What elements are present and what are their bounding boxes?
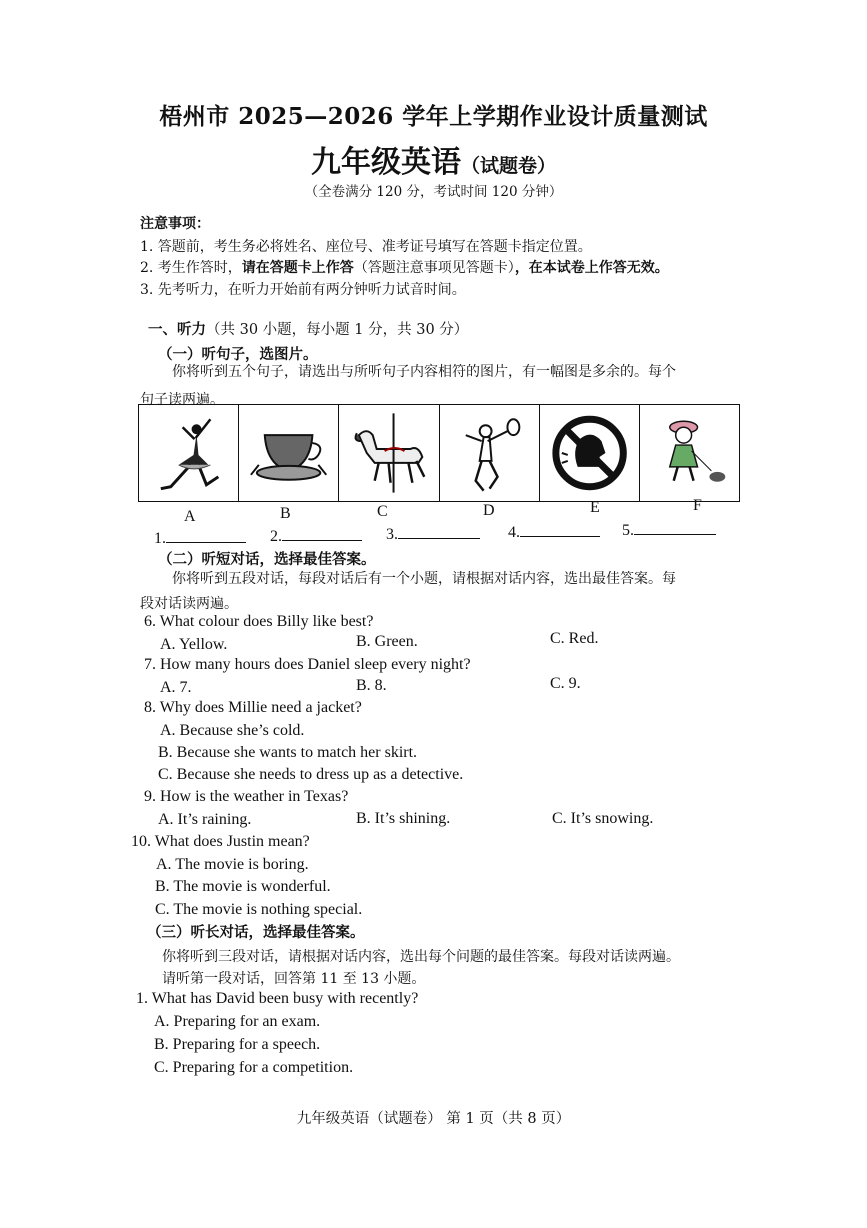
answer-blank-2: 2.: [270, 526, 362, 546]
question-8: 8. Why does Millie need a jacket?: [144, 699, 362, 716]
question-7-option-b: B. 8.: [356, 677, 387, 694]
question-10-option-c: C. The movie is nothing special.: [155, 901, 363, 918]
picture-c: [339, 405, 439, 501]
picture-letter-c: C: [377, 503, 388, 520]
answer-blank-5: 5.: [622, 520, 716, 540]
picture-f: [640, 405, 739, 501]
answer-blank-3: 3.: [386, 524, 480, 544]
no-talking-sign-icon: [540, 405, 639, 501]
picture-e: [540, 405, 640, 501]
notice-item-2-bold-b: ，在本试卷上作答无效。: [514, 260, 669, 276]
section1-heading-note: （共 30 小题，每小题 1 分，共 30 分）: [206, 322, 469, 338]
notice-item-2: [140, 257, 669, 277]
part3-heading: （三）听长对话，选择最佳答案。: [147, 924, 365, 941]
exam-subtitle: （全卷满分 120 分，考试时间 120 分钟）: [304, 184, 563, 200]
part1-instruction-line2: 句子读两遍。: [140, 392, 224, 408]
question-10-option-b: B. The movie is wonderful.: [155, 878, 331, 895]
picture-strip: [138, 404, 740, 502]
question-7-option-a: A. 7.: [160, 679, 192, 696]
question-6-option-c: C. Red.: [550, 630, 599, 647]
teacup-icon: [239, 405, 338, 501]
picture-a: [139, 405, 239, 501]
question-9-option-b: B. It’s shining.: [356, 810, 451, 827]
section1-heading: [148, 318, 468, 339]
girl-walking-dog-icon: [640, 405, 739, 501]
question-10: 10. What does Justin mean?: [131, 833, 310, 850]
picture-letter-a: A: [184, 508, 196, 525]
part3-instruction-line1: 你将听到三段对话，请根据对话内容，选出每个问题的最佳答案。每段对话读两遍。: [162, 949, 680, 965]
question-6: 6. What colour does Billy like best?: [144, 613, 374, 630]
notice-item-3: 3. 先考听力，在听力开始前有两分钟听力试音时间。: [140, 282, 466, 298]
question-6-option-b: B. Green.: [356, 633, 418, 650]
part1-heading: （一）听句子，选图片。: [158, 346, 318, 363]
answer-blank-4: 4.: [508, 522, 600, 542]
notice-item-2-bold-a: 请在答题卡上作答: [241, 260, 354, 276]
notice-item-2-mid: （答题注意事项见答题卡）: [353, 260, 515, 276]
picture-letter-f: F: [693, 497, 702, 514]
exam-title-main: 九年级英语: [310, 145, 461, 180]
exam-title: [0, 137, 867, 181]
notice-item-1: 1. 答题前，考生务必将姓名、座位号、准考证号填写在答题卡指定位置。: [140, 239, 592, 255]
question-9: 9. How is the weather in Texas?: [144, 788, 349, 805]
answer-blank-1: 1.: [154, 528, 246, 548]
question-11-option-b: B. Preparing for a speech.: [154, 1036, 321, 1053]
ballet-dancer-icon: [139, 405, 238, 501]
question-11-option-a: A. Preparing for an exam.: [154, 1013, 321, 1030]
question-9-option-a: A. It’s raining.: [158, 811, 252, 828]
question-11-option-c: C. Preparing for a competition.: [154, 1059, 354, 1076]
question-11: 1. What has David been busy with recently?: [136, 990, 419, 1007]
question-10-option-a: A. The movie is boring.: [156, 856, 309, 873]
exam-header-line: 梧州市 2025—2026 学年上学期作业设计质量测试: [159, 103, 708, 130]
picture-letter-b: B: [280, 505, 291, 522]
question-9-option-c: C. It’s snowing.: [552, 810, 654, 827]
section1-heading-text: 一、听力: [148, 321, 206, 338]
question-7-option-c: C. 9.: [550, 675, 581, 692]
notice-item-2-start: 2. 考生作答时，: [140, 260, 242, 276]
question-8-option-c: C. Because she needs to dress up as a detective.: [158, 766, 464, 783]
picture-d: [440, 405, 540, 501]
page-footer: 九年级英语（试题卷） 第 1 页（共 8 页）: [296, 1111, 571, 1127]
question-8-option-a: A. Because she’s cold.: [160, 722, 305, 739]
picture-b: [239, 405, 339, 501]
part2-instruction-line2: 段对话读两遍。: [140, 596, 238, 612]
notice-heading: 注意事项：: [140, 216, 210, 232]
part2-instruction-line1: 你将听到五段对话，每段对话后有一个小题，请根据对话内容，选出最佳答案。每: [172, 571, 676, 587]
part2-heading: （二）听短对话，选择最佳答案。: [158, 551, 376, 568]
exam-title-paren: （试题卷）: [460, 155, 556, 177]
badminton-player-icon: [440, 405, 539, 501]
picture-letter-e: E: [590, 499, 600, 516]
part3-instruction-line2: 请听第一段对话，回答第 11 至 13 小题。: [162, 971, 426, 987]
question-6-option-a: A. Yellow.: [160, 636, 228, 653]
carousel-horse-icon: [339, 405, 438, 501]
part1-instruction-line1: 你将听到五个句子，请选出与所听句子内容相符的图片，有一幅图是多余的。每个: [172, 364, 676, 380]
question-8-option-b: B. Because she wants to match her skirt.: [158, 744, 418, 761]
picture-letter-d: D: [483, 502, 495, 519]
question-7: 7. How many hours does Daniel sleep every night?: [144, 656, 471, 673]
